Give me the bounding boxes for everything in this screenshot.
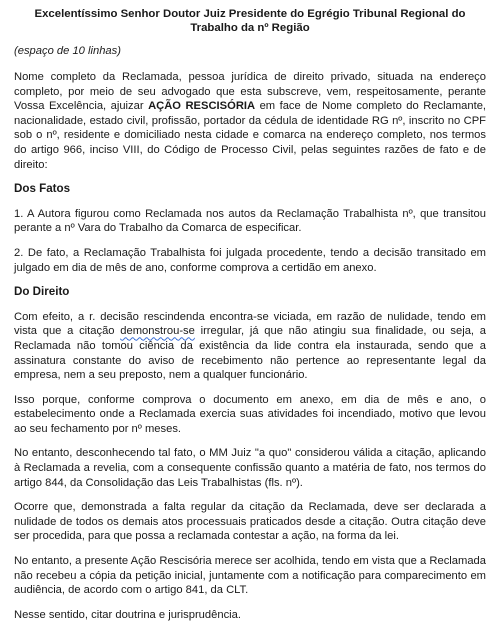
spellcheck-flagged-word[interactable]: demonstrou-se bbox=[120, 325, 195, 338]
law-heading: Do Direito bbox=[14, 285, 70, 299]
law-paragraph-2: Isso porque, conforme comprova o documento em anexo, em dia de mês e ano, o estabelecimento onde a Reclamada exercia suas atividades foi incendiado, motivo que levou ao seu fechamento por nº meses. bbox=[14, 393, 486, 435]
document-title: Excelentíssimo Senhor Doutor Juiz Presidente do Egrégio Tribunal Regional do Trabalho da nº Região bbox=[34, 8, 466, 35]
law-paragraph-3: No entanto, desconhecendo tal fato, o MM Juiz "a quo" considerou válida a citação, aplicando à Reclamada a revelia, com a consequente confissão quanto a matéria de fato, nos termos do artigo 844, da Consolidação das Leis Trabalhistas (fls. nº). bbox=[14, 447, 486, 489]
law-paragraph-6: Nesse sentido, citar doutrina e jurisprudência. bbox=[14, 608, 241, 621]
law-paragraph-1 bbox=[14, 310, 486, 383]
intro-text-start: Nome completo da Reclamada, pessoa jurídica de direito privado, situada na endereço completo, por meio de seu advogado que esta subscreve, vem, respeitosamente, perante Vossa Excelência, ajuizar bbox=[14, 71, 486, 113]
intro-text-end: em face de Nome completo do Reclamante, nacionalidade, estado civil, profissão, portador da cédula de identidade RG nº, inscrito no CPF sob o nº, residente e domiciliado nesta cidade e comarca na endereço completo, nos termos do artigo 966, inciso VIII, do Código de Processo Civil, pelas seguintes razões de fato e de direito: bbox=[14, 100, 487, 171]
intro-paragraph bbox=[14, 70, 486, 172]
fact-paragraph-1: 1. A Autora figurou como Reclamada nos autos da Reclamação Trabalhista nº, que transitou perante a nº Vara do Trabalho da Comarca de especificar. bbox=[14, 207, 486, 235]
law-text-end: irregular, já que não atingiu sua finalidade, ou seja, a Reclamada não tomou ciência da existência da lide contra ela instaurada, sendo que a assinatura constante do aviso de recebimento não pertence ao representante legal da empresa, nem a seu preposto, nem a qualquer funcionário. bbox=[14, 325, 486, 382]
action-title: AÇÃO RESCISÓRIA bbox=[148, 100, 256, 113]
law-paragraph-5: No entanto, a presente Ação Rescisória merece ser acolhida, tendo em vista que a Reclamada não recebeu a cópia da petição inicial, juntamente com a notificação para comparecimento em audiência, de acordo com o artigo 841, da CLT. bbox=[14, 555, 486, 597]
law-text-start: Com efeito, a r. decisão rescindenda encontra-se viciada, em razão de nulidade, tendo em vista que a citação bbox=[14, 310, 486, 338]
space-note: (espaço de 10 linhas) bbox=[14, 45, 121, 58]
law-paragraph-4: Ocorre que, demonstrada a falta regular da citação da Reclamada, deve ser declarada a nulidade de todos os demais atos processuais praticados desde a citação. Outra citação deve ser procedida, para que possa a reclamada contestar a ação, na forma da lei. bbox=[14, 501, 486, 543]
facts-heading: Dos Fatos bbox=[14, 182, 71, 196]
fact-paragraph-2: 2. De fato, a Reclamação Trabalhista foi julgada procedente, tendo a decisão transitado em julgado em dia de mês de ano, conforme comprova a certidão em anexo. bbox=[14, 246, 486, 274]
